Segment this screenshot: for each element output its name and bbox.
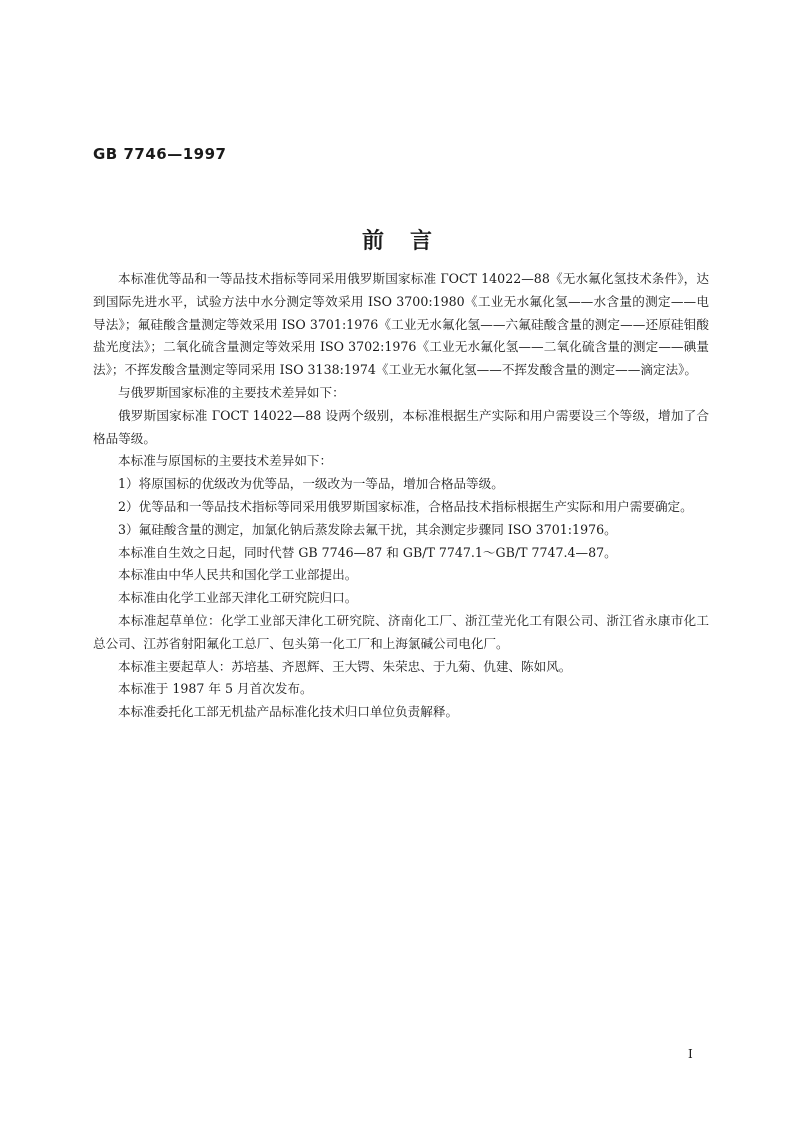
foreword-body [93,268,709,724]
paragraph: 本标准与原国标的主要技术差异如下： [118,453,333,469]
standard-number: GB 7746—1997 [93,145,227,163]
paragraph: 3）氟硅酸含量的测定，加氯化钠后蒸发除去氟干扰，其余测定步骤同 ISO 3701:1976。 [118,521,617,537]
paragraph: 本标准自生效之日起，同时代替 GB 7746—87 和 GB/T 7747.1～GB/T 7747.4—87。 [118,544,617,560]
paragraph: 2）优等品和一等品技术指标等同采用俄罗斯国家标准，合格品技术指标根据生产实际和用户需要确定。 [118,498,693,514]
paragraph: 本标准主要起草人：苏培基、齐恩辉、王大锷、朱荣忠、于九菊、仇建、陈如风。 [118,658,572,674]
paragraph: 本标准于 1987 年 5 月首次发布。 [118,681,313,697]
paragraph: 本标准由化学工业部天津化工研究院归口。 [118,590,358,606]
page-number: I [688,1047,693,1061]
paragraph: 俄罗斯国家标准 ГОСТ 14022—88 设两个级别，本标准根据生产实际和用户需要设三个等级，增加了合格品等级。 [93,407,709,446]
paragraph: 本标准委托化工部无机盐产品标准化技术归口单位负责解释。 [118,704,459,720]
paragraph: 本标准由中华人民共和国化学工业部提出。 [118,567,358,583]
paragraph: 本标准优等品和一等品技术指标等同采用俄罗斯国家标准 ГОСТ 14022—88《无水氟化氢技术条件》，达到国际先进水平，试验方法中水分测定等效采用 ISO 3700:1980《工业无水氟化氢——水含量的测定——电导法》；氟硅酸含量测定等效采用 ISO 3701:1976《工业无水氟化氢——六氟硅酸含量的测定——还原硅钼酸盐光度法》；二氧化硫含量测定等效采用 ISO 3702:1976《工业无水氟化氢——二氧化硫含量的测定——碘量法》；不挥发酸含量测定等同采用 ISO 3138:1974《工业无水氟化氢——不挥发酸含量的测定——滴定法》。 [93,271,709,378]
paragraph: 与俄罗斯国家标准的主要技术差异如下： [118,384,345,400]
paragraph: 1）将原国标的优级改为优等品，一级改为一等品，增加合格品等级。 [118,476,504,492]
paragraph: 本标准起草单位：化学工业部天津化工研究院、济南化工厂、浙江莹光化工有限公司、浙江省永康市化工总公司、江苏省射阳氟化工总厂、包头第一化工厂和上海氯碱公司电化厂。 [93,612,709,651]
page-title: 前言 [361,229,458,254]
